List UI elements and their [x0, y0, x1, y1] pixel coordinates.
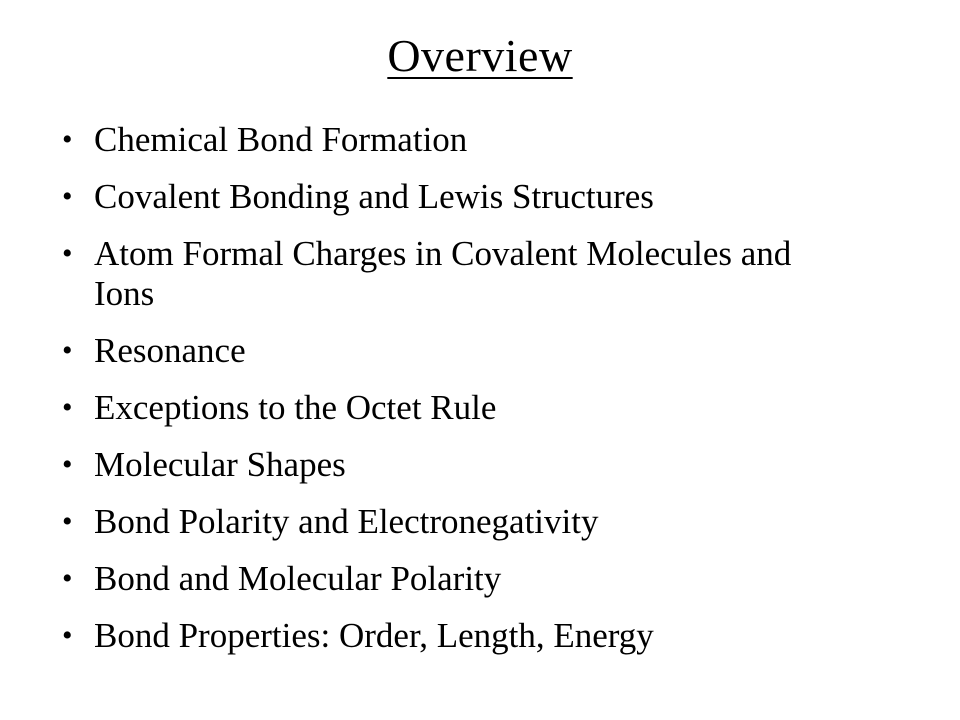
bullet-item-covalent-bonding — [62, 177, 942, 217]
bullet-icon: • — [62, 619, 73, 652]
bullet-item-octet-exceptions — [62, 388, 942, 428]
bullet-item-molecular-polarity — [62, 559, 942, 599]
bullet-text: Covalent Bonding and Lewis Structures — [94, 177, 654, 216]
bullet-icon: • — [62, 505, 73, 538]
bullet-text: Bond Properties: Order, Length, Energy — [94, 616, 654, 655]
bullet-item-bond-properties — [62, 616, 942, 656]
bullet-text: Resonance — [94, 331, 246, 370]
slide-title-text: Overview — [387, 30, 573, 81]
bullet-item-resonance — [62, 331, 942, 371]
bullet-icon: • — [62, 334, 73, 367]
bullet-item-bond-polarity — [62, 502, 942, 542]
bullet-text: Bond Polarity and Electronegativity — [94, 502, 599, 541]
bullet-icon: • — [62, 562, 73, 595]
bullet-icon: • — [62, 123, 73, 156]
bullet-text: Atom Formal Charges in Covalent Molecules and Ions — [94, 234, 792, 313]
bullet-icon: • — [62, 448, 73, 481]
bullet-list — [62, 120, 942, 673]
bullet-text: Chemical Bond Formation — [94, 120, 468, 159]
bullet-item-molecular-shapes — [62, 445, 942, 485]
bullet-text: Bond and Molecular Polarity — [94, 559, 502, 598]
slide-title — [0, 26, 960, 86]
bullet-icon: • — [62, 237, 73, 270]
bullet-item-atom-formal-charges — [62, 234, 942, 314]
bullet-text: Molecular Shapes — [94, 445, 346, 484]
bullet-item-chemical-bond-formation — [62, 120, 942, 160]
bullet-text: Exceptions to the Octet Rule — [94, 388, 497, 427]
bullet-icon: • — [62, 391, 73, 424]
bullet-icon: • — [62, 180, 73, 213]
